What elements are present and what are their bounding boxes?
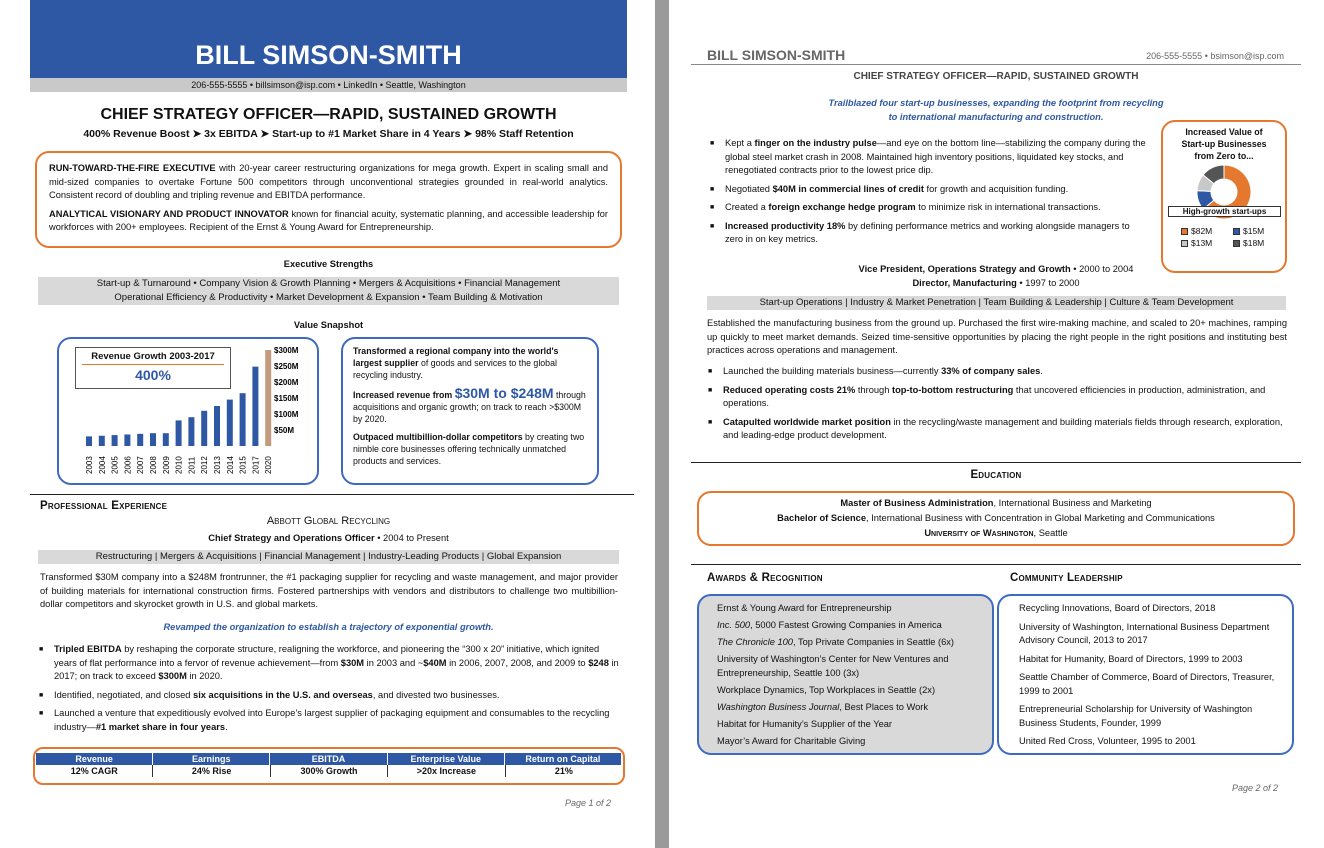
metrics-header: Earnings (153, 753, 270, 765)
x-tick-label: 2009 (161, 456, 171, 474)
donut-legend (1163, 226, 1285, 248)
x-tick-label: 2003 (85, 456, 94, 474)
university: University of Washington, Seattle (924, 528, 1068, 538)
legend-label: $82M (1191, 226, 1213, 236)
revenue-bar (188, 417, 194, 446)
y-tick-label: $50M (274, 426, 295, 435)
achievement-item: ■ Identified, negotiated, and closed six acquisitions in the U.S. and overseas, and divested two businesses. (36, 689, 620, 703)
metrics-header: Revenue (36, 753, 153, 765)
contact-line: 206-555-5555 • bsimson@isp.com (1146, 51, 1284, 61)
revenue-bar (137, 434, 143, 446)
page-number: Page 1 of 2 (565, 798, 612, 808)
role2-tags: Start-up Operations | Industry & Market Penetration | Team Building & Leadership | Culture & Team Development (707, 296, 1286, 310)
x-tick-label: 2013 (213, 456, 222, 474)
strengths-band (38, 277, 619, 305)
company-name: Abbott Global Recycling (266, 515, 391, 527)
legend-swatch (1233, 228, 1240, 235)
achievement-item: ■ Launched a venture that expeditiously evolved into Europe’s largest supplier of packaging equipment and consumables to the recycling industry—#1 market share in four years. (36, 707, 620, 734)
chart-callout-value: 400% (135, 367, 171, 383)
degree-1: Master of Business Administration, International Business and Marketing (840, 498, 1152, 508)
x-tick-label: 2010 (174, 456, 184, 474)
achievement-item: ■ Created a foreign exchange hedge program to minimize risk in international transactions. (707, 201, 1147, 215)
strengths-line-1: Start-up & Turnaround • Company Vision & Growth Planning • Mergers & Acquisitions • Financial Management (96, 278, 561, 289)
revenue-bar (240, 393, 246, 446)
role-achievements (707, 137, 1147, 252)
award-item: Inc. 500, 5000 Fastest Growing Companies in America (717, 620, 942, 630)
y-tick-label: $250M (274, 362, 299, 371)
strengths-line-2: Operational Efficiency & Productivity • Market Development & Expansion • Team Building & Motivation (114, 292, 543, 303)
revenue-bar (99, 436, 105, 446)
job-tagline: Revamped the organization to establish a trajectory of exponential growth. (163, 622, 494, 632)
awards-heading: Awards & Recognition (707, 572, 823, 584)
snapshot-highlights (341, 337, 599, 485)
donut-chart-box (1161, 120, 1287, 273)
revenue-bar (265, 350, 271, 446)
legend-swatch (1233, 240, 1240, 247)
metrics-value: 21% (554, 766, 573, 776)
community-item: Seattle Chamber of Commerce, Board of Directors, Treasurer, 1999 to 2001 (1019, 672, 1275, 696)
snapshot-item-3: Outpaced multibillion-dollar competitors by creating two nimble core businesses offering technically unmatched products and services. (353, 432, 585, 466)
snapshot-item-1: Transformed a regional company into the world's largest supplier of goods and services to the global recycling industry. (353, 346, 559, 380)
summary-para-2: ANALYTICAL VISIONARY AND PRODUCT INNOVATOR known for financial acuity, systematic planning, and accessible leadership for workforces with 200+ employees. Recipient of the Ernst & Young Award for Entrepreneurship. (49, 208, 609, 232)
revenue-bar (163, 433, 169, 446)
y-tick-label: $300M (274, 346, 299, 355)
legend-swatch (1181, 228, 1188, 235)
legend-item (1233, 238, 1285, 248)
summary-para-1: RUN-TOWARD-THE-FIRE EXECUTIVE with 20-year career restructuring organizations for mega growth. Expert in scaling small and mid-sized companies to overtake Fortune 500 competitors through unconventional strategies grounded in real-world analytics. Consistent record of doubling and tripling revenue and EBITDA performance. (49, 163, 608, 200)
page-number: Page 2 of 2 (1232, 783, 1279, 793)
legend-label: $18M (1243, 238, 1265, 248)
headline: CHIEF STRATEGY OFFICER—RAPID, SUSTAINED GROWTH (100, 106, 557, 123)
community-heading: Community Leadership (1010, 572, 1123, 584)
tagline: Trailblazed four start-up businesses, expanding the footprint from recycling to international manufacturing and construction. (828, 98, 1164, 122)
community-item: Entrepreneurial Scholarship for University of Washington Business Students, Founder, 1999 (1019, 704, 1253, 728)
metrics-header: Enterprise Value (388, 753, 505, 765)
arrow-icon: ➤ (463, 128, 476, 140)
snapshot-title: Value Snapshot (293, 320, 364, 330)
award-item: Ernst & Young Award for Entrepreneurship (717, 603, 892, 613)
metrics-value: 24% Rise (153, 765, 270, 777)
revenue-bar-chart (82, 342, 312, 478)
header-rule (691, 64, 1301, 65)
headline-metrics (30, 128, 627, 140)
y-tick-label: $150M (274, 394, 299, 403)
x-tick-label: 2004 (97, 456, 107, 474)
metric-2: 3x EBITDA (204, 128, 258, 140)
revenue-bar (124, 434, 130, 446)
x-tick-label: 2015 (238, 456, 248, 474)
x-tick-label: 2007 (136, 456, 146, 474)
award-item: Habitat for Humanity’s Supplier of the Year (717, 718, 893, 729)
awards-box (697, 594, 994, 755)
award-item: Washington Business Journal, Best Places to Work (717, 701, 929, 712)
achievement-item: ■ Kept a finger on the industry pulse—and eye on the bottom line—stabilizing the company during the global steel market crash in 2008. Maintained high inventory positions, liquidated key stocks, and renegotiated contracts prior to the lowest price dip. (707, 137, 1147, 178)
x-tick-label: 2017 (251, 456, 261, 474)
revenue-bar (150, 433, 156, 446)
candidate-name: BILL SIMSON-SMITH (195, 40, 462, 70)
revenue-bar (176, 420, 182, 446)
experience-heading: Professional Experience (40, 500, 168, 512)
revenue-bar (86, 436, 92, 446)
donut-label: High-growth start-ups (1168, 206, 1281, 217)
x-tick-label: 2012 (200, 456, 210, 474)
chart-callout-title: Revenue Growth 2003-2017 (91, 351, 215, 362)
role2-line-1: Vice President, Operations Strategy and Growth • 2000 to 2004 (858, 264, 1134, 274)
x-tick-label: 2005 (110, 456, 120, 474)
role2-line-2: Director, Manufacturing • 1997 to 2000 (912, 278, 1080, 288)
x-tick-label: 2011 (187, 456, 197, 474)
community-item: United Red Cross, Volunteer, 1995 to 2001 (1019, 736, 1196, 746)
role-headline: CHIEF STRATEGY OFFICER—RAPID, SUSTAINED GROWTH (853, 71, 1139, 82)
x-tick-label: 2020 (264, 456, 274, 474)
contact-bar: 206-555-5555 • billsimson@isp.com • LinkedIn • Seattle, Washington (30, 78, 627, 92)
achievement-item: ■ Reduced operating costs 21% through top-to-bottom restructuring that uncovered efficiencies in production, administration, and operations. (705, 384, 1287, 411)
role2-achievements (705, 365, 1287, 448)
award-item: The Chronicle 100, Top Private Companies in Seattle (6x) (717, 637, 955, 647)
achievement-item: ■ Launched the building materials business—currently 33% of company sales. (705, 365, 1287, 379)
resume-page-1 (0, 0, 655, 848)
community-item: Habitat for Humanity, Board of Directors, 1999 to 2003 (1019, 653, 1243, 664)
award-item: Workplace Dynamics, Top Workplaces in Seattle (2x) (717, 684, 936, 695)
legend-item (1233, 226, 1285, 236)
revenue-bar (201, 411, 207, 446)
summary-box (35, 151, 622, 248)
achievement-item: ■ Increased productivity 18% by defining performance metrics and working alongside managers to zero in on key metrics. (707, 220, 1147, 247)
education-heading: Education (970, 469, 1022, 481)
metrics-value: 12% CAGR (36, 765, 153, 777)
revenue-bar (112, 435, 118, 446)
section-divider (30, 494, 634, 495)
metrics-header: EBITDA (270, 753, 387, 765)
degree-2: Bachelor of Science, International Business with Concentration in Global Marketing and Communications (777, 513, 1215, 523)
award-item: University of Washington’s Center for New Ventures and Entrepreneurship, Seattle 100 (3x) (717, 654, 949, 678)
arrow-icon: ➤ (260, 128, 273, 140)
legend-item (1181, 238, 1233, 248)
achievement-item: ■ Negotiated $40M in commercial lines of credit for growth and acquisition funding. (707, 183, 1147, 197)
x-tick-label: 2008 (149, 456, 158, 474)
section-divider (691, 564, 1301, 565)
legend-swatch (1181, 240, 1188, 247)
community-item: Recycling Innovations, Board of Directors, 2018 (1019, 603, 1216, 613)
awards-list (717, 602, 982, 748)
x-tick-label: 2006 (123, 456, 133, 474)
resume-page-2 (669, 0, 1324, 848)
revenue-bar (252, 367, 258, 446)
legend-label: $13M (1191, 238, 1213, 248)
job-tags: Restructuring | Mergers & Acquisitions | Financial Management | Industry-Leading Products | Global Expansion (38, 550, 619, 564)
metrics-table (36, 753, 622, 777)
donut-title: Increased Value of Start-up Businesses from Zero to... (1181, 127, 1267, 161)
legend-item (1181, 226, 1233, 236)
y-tick-label: $200M (274, 378, 299, 387)
community-box (997, 594, 1294, 755)
arrow-icon: ➤ (192, 128, 205, 140)
community-item: University of Washington, International Business Department Advisory Council, 2013 to 2017 (1019, 621, 1270, 645)
metric-1: 400% Revenue Boost (83, 128, 190, 140)
metric-3: Start-up to #1 Market Share in 4 Years (272, 128, 461, 140)
metrics-value: 300% Growth (271, 765, 388, 777)
achievement-item: ■ Catapulted worldwide market position in the recycling/waste management and building materials fields through research, exploration, and leading-edge product development. (705, 416, 1287, 443)
revenue-bar (214, 406, 220, 446)
legend-label: $15M (1243, 226, 1265, 236)
job-achievements (36, 643, 620, 739)
job-title-line: Chief Strategy and Operations Officer • 2004 to Present (208, 533, 449, 543)
community-list (1019, 602, 1282, 749)
strengths-title: Executive Strengths (283, 259, 374, 269)
job-summary: Transformed $30M company into a $248M frontrunner, the #1 packaging supplier for recycling and waste management, and major provider of building materials for international construction firms. Fostered partnerships with vendors and distributors to challenge two multibillion-dollar competitors and skyrocket growth in U.S. and global markets. (40, 572, 618, 609)
metrics-value: >20x Increase (388, 765, 505, 777)
award-item: Mayor’s Award for Charitable Giving (717, 735, 866, 746)
x-tick-label: 2014 (225, 456, 235, 474)
metric-4: 98% Staff Retention (475, 128, 574, 140)
snapshot-item-2: Increased revenue from $30M to $248M through acquisitions and organic growth; on track to reach >$300M by 2020. (353, 385, 586, 424)
achievement-item: ■ Tripled EBITDA by reshaping the corporate structure, realigning the workforce, and pioneering the “300 x 20” initiative, which ignited years of flat performance into a fervor of revenue achievement—from $30M in 2003 and ~$40M in 2006, 2007, 2008, and 2009 to $248 in 2017; on track to exceed $300M in 2020. (36, 643, 620, 684)
education-box (697, 491, 1295, 546)
role2-summary: Established the manufacturing business from the ground up. Purchased the first wire-making machine, and scaled to 20+ machines, ramping up quickly to meet market demands. Seized time-sensitive opportunities by placing the right people in the right positions and instituting best practices across operations and management. (707, 318, 1287, 355)
y-tick-label: $100M (274, 410, 299, 419)
metrics-header: Return on Capital (505, 753, 622, 765)
name-banner (30, 0, 627, 78)
section-divider (691, 462, 1301, 463)
candidate-name: BILL SIMSON-SMITH (707, 47, 846, 63)
metrics-value-row (36, 765, 622, 777)
metrics-header-row (36, 753, 622, 765)
revenue-bar (227, 400, 233, 446)
